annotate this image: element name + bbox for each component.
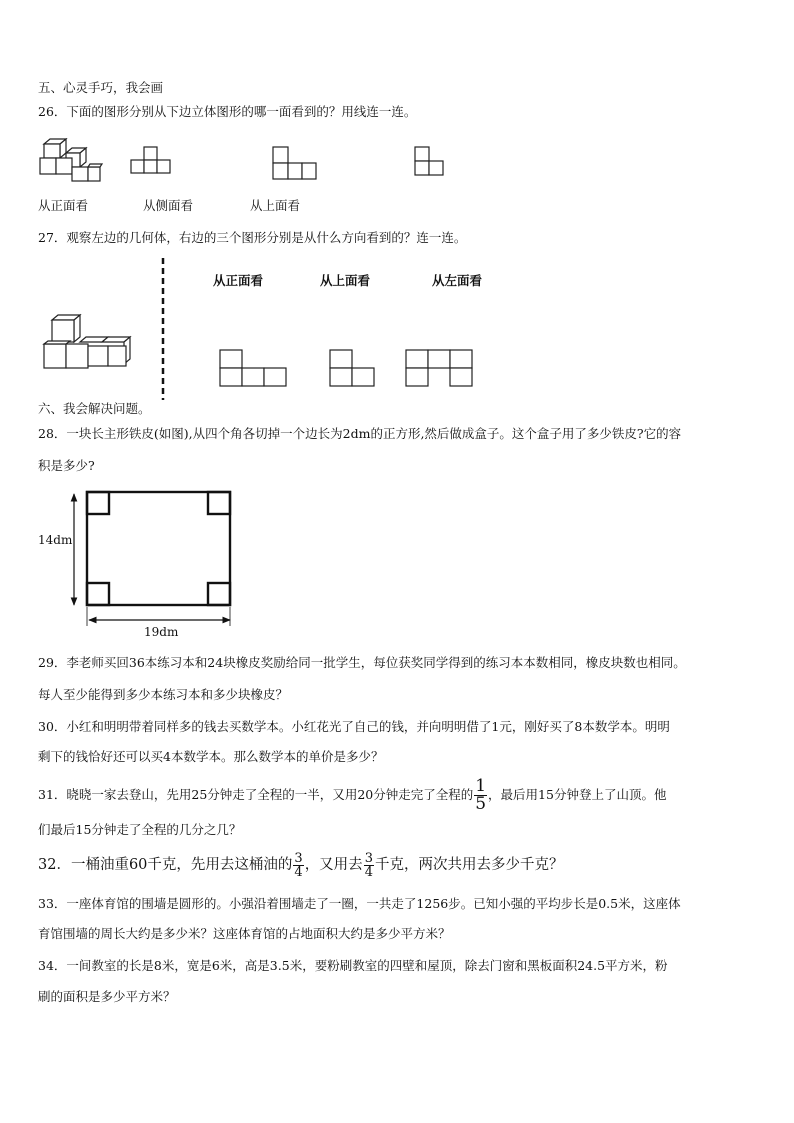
q27-view-c [405, 349, 477, 389]
q32-text: 32．一桶油重60千克，先用去这桶油的 $\frac{3}{4}$ ，又用去 $\frac{3}{4}$ 千克，两次共用去多少千克？ [38, 850, 564, 880]
q26-view-b [272, 145, 318, 181]
q26-view-a [130, 145, 172, 177]
q27-text: 27．观察左边的几何体，右边的三个图形分别是从什么方向看到的？连一连。 [38, 230, 467, 245]
q28-rectangle [87, 492, 230, 605]
q26-label-top: 从上面看 [250, 198, 301, 213]
q34-line-1: 34．一间教室的长是8米，宽是6米，高是3.5米，要粉刷教室的四壁和屋顶，除去门窗和黑板面积24.5平方米，粉 [38, 958, 668, 973]
q31-fraction: $\frac{1}{5}$ [475, 776, 487, 814]
q33-line-2: 育馆围墙的周长大约是多少米？这座体育馆的占地面积大约是多少平方米？ [38, 926, 451, 941]
q26-text: 26．下面的图形分别从下边立体图形的哪一面看到的？用线连一连。 [38, 104, 417, 119]
section-5-title: 五、心灵手巧，我会画 [38, 80, 164, 95]
q29-line-2: 每人至少能得到多少本练习本和多少块橡皮？ [38, 687, 289, 702]
q32-fraction-1: $\frac{3}{4}$ [294, 850, 303, 880]
q27-solid-figure [40, 312, 136, 374]
q28-height-label: 14dm [38, 533, 73, 547]
q27-label-front: 从正面看 [213, 273, 264, 288]
q31-line-1: 31．晓晓一家去登山，先用25分钟走了全程的一半，又用20分钟走完了全程的 $\frac{1}{5}$ ，最后用15分钟登上了山顶。他 [38, 776, 667, 814]
q26-label-side: 从侧面看 [143, 198, 194, 213]
q34-line-2: 刷的面积是多少平方米？ [38, 989, 176, 1004]
q28-width-label: 19dm [144, 625, 179, 639]
q30-line-1: 30．小红和明明带着同样多的钱去买数学本。小红花光了自己的钱，并向明明借了1元，刚好买了8本数学本。明明 [38, 719, 670, 734]
q33-line-1: 33．一座体育馆的围墙是圆形的。小强沿着围墙走了一圈，一共走了1256步。已知小强的平均步长是0.5米，这座体 [38, 896, 681, 911]
section-6-title: 六、我会解决问题。 [38, 401, 151, 416]
q26-solid-figure [38, 138, 104, 184]
q27-dashed-divider [160, 258, 166, 400]
q27-label-left: 从左面看 [432, 273, 483, 288]
q27-label-top: 从上面看 [320, 273, 371, 288]
q27-view-a [219, 349, 289, 389]
q26-view-c [414, 143, 446, 185]
q32-fraction-2: $\frac{3}{4}$ [364, 850, 373, 880]
q29-line-1: 29．李老师买回36本练习本和24块橡皮奖励给同一批学生，每位获奖同学得到的练习本本数相同，橡皮块数也相同。 [38, 655, 686, 670]
q28-line-1: 28．一块长主形铁皮(如图),从四个角各切掉一个边长为2dm的正方形,然后做成盒子。这个盒子用了多少铁皮?它的容 [38, 426, 682, 441]
q28-line-2: 积是多少? [38, 458, 95, 473]
q26-label-front: 从正面看 [38, 198, 89, 213]
q28-sheet-diagram [38, 484, 248, 644]
q31-line-2: 们最后15分钟走了全程的几分之几？ [38, 822, 242, 837]
q30-line-2: 剩下的钱恰好还可以买4本数学本。那么数学本的单价是多少？ [38, 749, 384, 764]
q27-view-b [329, 349, 377, 389]
